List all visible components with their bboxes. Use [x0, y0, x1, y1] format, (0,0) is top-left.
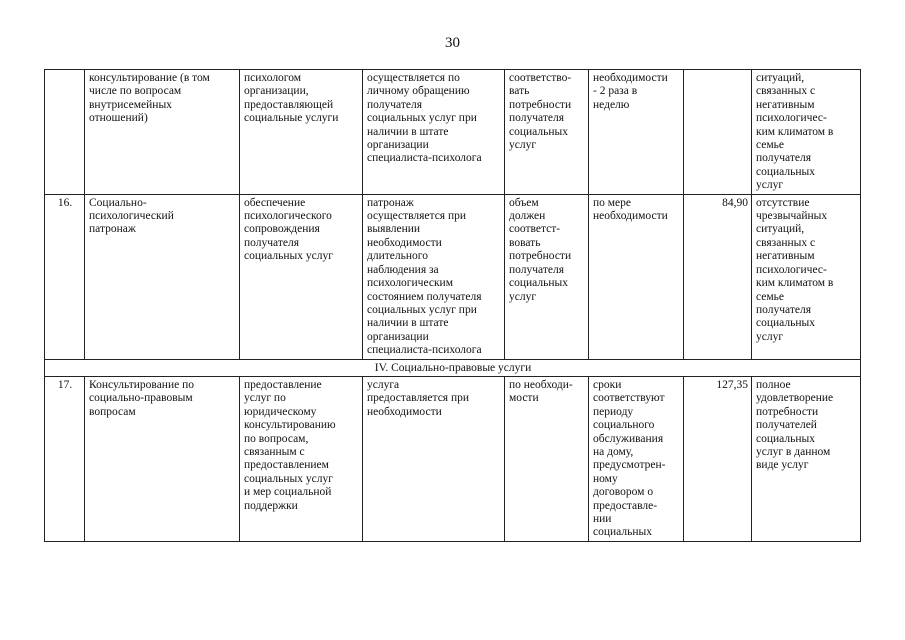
service-volume-line: потребности [509, 250, 572, 263]
service-timing-line: - 2 раза в [593, 85, 638, 98]
service-timing-line: социальных [593, 526, 652, 539]
service-volume-line: услуг [509, 139, 537, 152]
service-quality-line: отсутствие [756, 196, 810, 209]
service-quality-line: негативным [756, 250, 815, 263]
service-description-line: сопровождения [244, 223, 320, 236]
service-name-line: консультирование (в том [89, 72, 210, 84]
service-conditions-line: необходимости [367, 236, 442, 249]
service-description-line: организации, [244, 85, 309, 98]
service-volume [505, 194, 589, 359]
service-name-line: отношений) [89, 112, 148, 125]
service-quality-line: социальных [756, 432, 815, 445]
service-timing-line: социального [593, 419, 655, 432]
service-timing-line: соответствуют [593, 392, 665, 405]
service-name-line: числе по вопросам [89, 85, 182, 98]
service-description-line: психологического [244, 210, 332, 223]
service-quality-line: ким климатом в [756, 125, 834, 138]
service-volume [505, 70, 589, 195]
service-conditions [363, 376, 505, 541]
service-price: 127,35 [684, 376, 752, 541]
service-volume [505, 376, 589, 541]
service-volume-line: соответство- [509, 72, 572, 84]
service-quality-line: ситуаций, [756, 72, 805, 84]
service-description-line: и мер социальной [244, 486, 332, 499]
service-description-line: по вопросам, [244, 432, 309, 445]
service-conditions-line: социальных услуг при [367, 303, 477, 316]
service-number: 17. [45, 376, 85, 541]
service-conditions-line: наблюдения за [367, 263, 439, 276]
service-quality-line: полное [756, 378, 791, 391]
table-row [45, 376, 861, 541]
service-description-line: предоставление [244, 378, 322, 391]
service-price: 84,90 [684, 194, 752, 359]
service-timing-line: предусмотрен- [593, 459, 666, 472]
service-quality-line: семье [756, 139, 784, 152]
service-timing-line: необходимости [593, 72, 668, 84]
service-quality-line: чрезвычайных [756, 210, 828, 223]
service-conditions-line: патронаж [367, 196, 414, 209]
service-description-line: связанным с [244, 445, 305, 458]
service-volume-line: объем [509, 196, 539, 209]
service-timing-line: на дому, [593, 445, 634, 458]
service-description-line: социальных услуг [244, 472, 333, 485]
service-volume-line: вать [509, 85, 530, 98]
service-volume-line: получателя [509, 112, 564, 125]
service-quality-line: потребности [756, 405, 819, 418]
service-quality-line: виде услуг [756, 459, 809, 472]
service-volume-line: услуг [509, 290, 537, 303]
service-conditions-line: организации [367, 330, 429, 343]
table-row [45, 70, 861, 195]
service-timing-line: необходимости [593, 210, 668, 223]
service-name-line: Социально- [89, 196, 147, 209]
service-name-line: социально-правовым [89, 392, 193, 405]
service-conditions-line: необходимости [367, 405, 442, 418]
service-quality-line: социальных [756, 165, 815, 178]
service-description-line: социальных услуг [244, 250, 333, 263]
service-description-line: юридическому [244, 405, 317, 418]
service-quality [752, 70, 861, 195]
service-conditions [363, 70, 505, 195]
service-description-line: психологом [244, 72, 302, 84]
service-volume-line: должен [509, 210, 546, 223]
service-quality-line: получателя [756, 152, 811, 165]
service-conditions-line: предоставляется при [367, 392, 470, 405]
service-quality-line: психологичес- [756, 263, 827, 276]
page-number: 30 [445, 35, 460, 51]
service-conditions-line: состоянием получателя [367, 290, 482, 303]
service-conditions-line: выявлении [367, 223, 421, 236]
services-table [44, 69, 861, 542]
service-description-line: обеспечение [244, 196, 306, 209]
service-conditions-line: организации [367, 139, 429, 152]
service-number [45, 70, 85, 195]
service-timing-line: нии [593, 513, 612, 525]
service-description-line: услуг по [244, 392, 286, 405]
service-name-line: вопросам [89, 405, 136, 418]
service-description-line: предоставлением [244, 459, 329, 472]
service-description [240, 194, 363, 359]
section-row [45, 359, 861, 376]
service-conditions-line: личному обращению [367, 85, 470, 98]
service-name-line: психологический [89, 210, 174, 223]
service-quality-line: услуг в данном [756, 445, 831, 458]
service-quality-line: семье [756, 290, 784, 303]
service-conditions [363, 194, 505, 359]
service-name-line: Консультирование по [89, 378, 194, 391]
service-conditions-line: наличии в штате [367, 125, 449, 138]
service-conditions-line: осуществляется по [367, 72, 460, 84]
service-timing-line: по мере [593, 196, 632, 209]
service-timing-line: договором о [593, 486, 654, 499]
service-name-line: патронаж [89, 223, 136, 236]
service-volume-line: социальных [509, 277, 568, 290]
service-name [85, 194, 240, 359]
service-description-line: предоставляющей [244, 98, 334, 111]
service-description-line: социальные услуги [244, 112, 339, 125]
service-name [85, 70, 240, 195]
service-quality-line: услуг [756, 179, 784, 192]
service-quality [752, 376, 861, 541]
service-quality-line: психологичес- [756, 112, 827, 125]
service-conditions-line: социальных услуг при [367, 112, 477, 125]
service-name-line: внутрисемейных [89, 98, 172, 111]
service-name [85, 376, 240, 541]
service-quality-line: связанных с [756, 85, 816, 98]
service-volume-line: потребности [509, 98, 572, 111]
service-timing [589, 194, 684, 359]
service-quality-line: ким климатом в [756, 277, 834, 290]
service-volume-line: соответст- [509, 223, 561, 236]
service-conditions-line: специалиста-психолога [367, 152, 482, 165]
service-volume-line: вовать [509, 236, 541, 249]
service-description-line: получателя [244, 236, 299, 249]
service-conditions-line: получателя [367, 98, 422, 111]
service-timing-line: неделю [593, 98, 630, 111]
service-description-line: консультированию [244, 419, 336, 432]
service-quality-line: получателя [756, 303, 811, 316]
service-timing-line: периоду [593, 405, 634, 418]
service-volume-line: социальных [509, 125, 568, 138]
service-number: 16. [45, 194, 85, 359]
service-quality-line: получателей [756, 419, 817, 432]
service-quality-line: социальных [756, 317, 815, 330]
service-conditions-line: наличии в штате [367, 317, 449, 330]
service-timing-line: предоставле- [593, 499, 658, 512]
service-conditions-line: длительного [367, 250, 428, 263]
service-timing [589, 70, 684, 195]
service-conditions-line: услуга [367, 378, 400, 391]
section-title: IV. Социально-правовые услуги [45, 359, 861, 376]
service-conditions-line: психологическим [367, 277, 453, 290]
service-quality-line: ситуаций, [756, 223, 805, 236]
service-quality-line: услуг [756, 330, 784, 343]
service-timing-line: обслуживания [593, 432, 664, 445]
service-conditions-line: специалиста-психолога [367, 344, 482, 357]
service-quality [752, 194, 861, 359]
service-timing-line: ному [593, 472, 618, 485]
service-description-line: поддержки [244, 499, 298, 512]
service-quality-line: негативным [756, 98, 815, 111]
service-price [684, 70, 752, 195]
service-timing-line: сроки [593, 378, 622, 391]
service-timing [589, 376, 684, 541]
service-quality-line: связанных с [756, 236, 816, 249]
service-volume-line: по необходи- [509, 378, 573, 391]
service-volume-line: получателя [509, 263, 564, 276]
service-description [240, 376, 363, 541]
service-description [240, 70, 363, 195]
service-quality-line: удовлетворение [756, 392, 834, 405]
table-row [45, 194, 861, 359]
service-volume-line: мости [509, 392, 539, 405]
service-conditions-line: осуществляется при [367, 210, 467, 223]
